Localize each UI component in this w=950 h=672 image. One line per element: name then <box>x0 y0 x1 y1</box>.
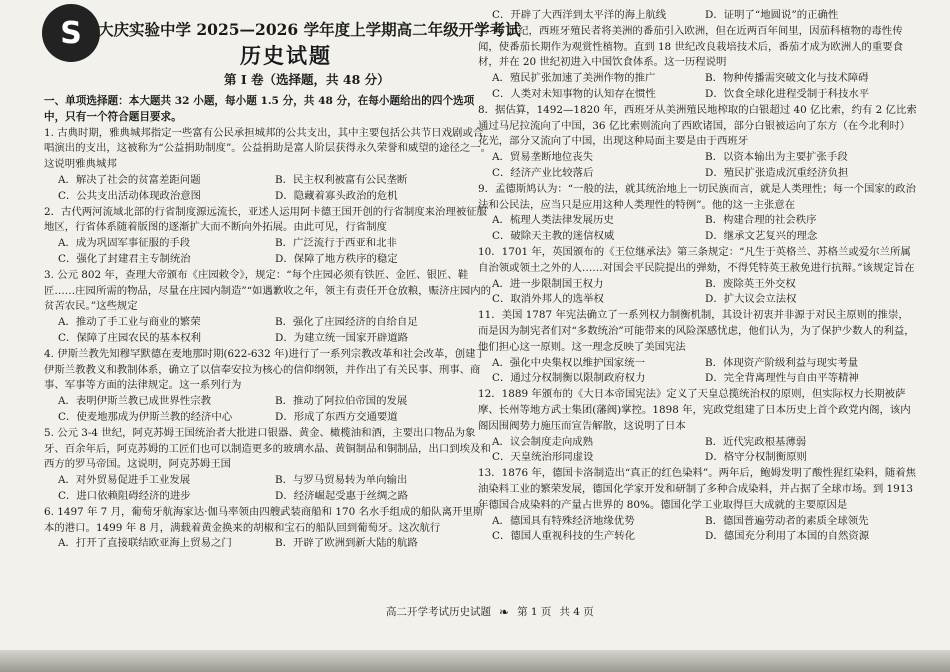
footer-page: 第 1 页 <box>517 606 552 618</box>
answer-options <box>44 236 492 268</box>
question-stem: 2．古代两河流域北部的行省制度源远流长，亚述人运用阿卡德王国开创的行省制度来治理被征服地区，行省体系随着版图的逐渐扩大而不断向外拓展。由此可见，行省制度 <box>44 205 488 234</box>
answer-option: A．表明伊斯兰教已成世界性宗教 <box>58 395 211 408</box>
question <box>478 24 918 103</box>
answer-option: A．贸易垄断地位丧失 <box>492 151 594 164</box>
answer-option: D．格守分权制衡原则 <box>705 451 807 464</box>
answer-option: C．保障了庄园农民的基本权利 <box>58 331 202 344</box>
answer-option: A．进一步限制国王权力 <box>492 277 604 290</box>
answer-option: B．构建合理的社会秩序 <box>705 214 817 227</box>
answer-option: D．保障了地方秩序的稳定 <box>275 252 398 265</box>
answer-option: D．继承文艺复兴的理念 <box>705 230 818 243</box>
answer-option: B．推动了阿拉伯帝国的发展 <box>275 395 408 408</box>
answer-option: A．殖民扩张加速了美洲作物的推广 <box>492 72 656 85</box>
answer-option: C．天皇统治形同虚设 <box>492 451 594 464</box>
answer-option: D．扩大议会立法权 <box>705 293 797 306</box>
answer-option: A．强化中央集权以维护国家统一 <box>492 356 645 369</box>
footer-ornament-icon: ❧ <box>499 604 510 619</box>
school-logo: S <box>42 4 100 62</box>
footer-total: 共 4 页 <box>559 606 594 618</box>
section-instructions: 一、单项选择题：本大题共 32 小题，每小题 1.5 分，共 48 分，在每小题给出的四个选项中，只有一个符合题目要求。 <box>44 95 475 123</box>
answer-option: C．进口依赖阻碍经济的进步 <box>58 489 191 502</box>
answer-option: B．德国普遍劳动者的素质全球领先 <box>705 514 869 527</box>
answer-options <box>44 473 492 505</box>
answer-option: C．经济产业比较落后 <box>492 166 594 179</box>
answer-option: C．开辟了大西洋到太平洋的海上航线 <box>492 9 667 21</box>
answer-option: D．饮食全球化进程受制于科技水平 <box>705 87 870 100</box>
answer-option: B．近代宪政根基薄弱 <box>705 435 807 448</box>
question-stem: 3. 公元 802 年，查理大帝颁布《庄园敕令》，规定：“每个庄园必须有铁匠、金匠、银匠、鞋匠……庄园所需的物品，尽量在庄园内制造”“如遇歉收之年，领主有责任开仓放粮，赈济庄园内的贫苦农民。”这些规定 <box>44 268 492 313</box>
answer-options <box>44 173 492 205</box>
question <box>44 205 492 268</box>
answer-options <box>44 315 492 347</box>
answer-options <box>478 213 918 245</box>
answer-option: D．完全背离理性与自由平等精神 <box>705 372 859 385</box>
answer-option: C．强化了封建君主专制统治 <box>58 252 191 265</box>
question-stem: 13．1876 年，德国卡洛制造出“真正的红色染料”。两年后，鲍姆发明了酸性猩红染料，随着焦油染料工业的繁荣发展，德国化学家开发和研制了多种合成染料，并占据了全球市场。到 1913 年德国合成染料的产量占世界的 80%。德国化学工业取得巨大成就的主要原因是 <box>478 467 917 511</box>
answer-option: C．使麦地那成为伊斯兰教的经济中心 <box>58 410 233 423</box>
answer-option: D．经济崛起受惠于丝绸之路 <box>275 489 409 502</box>
answer-option: B．物种传播需突破文化与技术障碍 <box>705 72 869 85</box>
question <box>478 466 918 545</box>
question <box>478 182 918 245</box>
answer-options <box>478 71 918 103</box>
question-stem: 11．美国 1787 年宪法确立了一系列权力制衡机制，其设计初衷并非源于对民主原则的推崇，而是因为制宪者们对“多数统治”可能带来的风险深感忧虑，他们认为，为了保护少数人的利益，他们担心这一原则。这一理念反映了美国宪法 <box>478 309 915 353</box>
answer-option: C．通过分权制衡以限制政府权力 <box>492 372 646 385</box>
answer-option: A．推动了手工业与商业的繁荣 <box>58 316 201 329</box>
answer-options <box>44 536 492 552</box>
answer-option: D．殖民扩张造成沉重经济负担 <box>705 166 849 179</box>
question <box>44 347 492 426</box>
question <box>478 308 918 387</box>
answer-options <box>478 150 918 182</box>
question-stem: 1. 古典时期，雅典城邦指定一些富有公民承担城邦的公共支出，其中主要包括公共节日戏剧或合唱演出的支出，这被称为“公益捐助制度”。公益捐助是富人阶层获得永久荣誉和威望的途径之一。这说明雅典城邦 <box>44 126 492 171</box>
answer-options <box>478 514 918 546</box>
answer-options <box>44 394 492 426</box>
answer-option: D．为建立统一国家开辟道路 <box>275 331 409 344</box>
left-column <box>44 0 521 552</box>
answer-options <box>478 8 918 24</box>
answer-option: A．梳理人类法律发展历史 <box>492 214 614 227</box>
question <box>478 8 918 24</box>
left-question-list <box>44 126 492 553</box>
right-question-list <box>478 8 918 545</box>
answer-options <box>478 277 918 309</box>
answer-option: B．广泛流行于西亚和北非 <box>275 237 397 250</box>
volume-heading: 第 Ⅰ 卷（选择题，共 48 分） <box>224 72 390 87</box>
answer-options <box>478 356 918 388</box>
question <box>478 103 918 182</box>
subject-title: 历史试题 <box>240 43 332 68</box>
exam-title: 大庆实验中学 2025—2026 学年度上学期高二年级开学考试 <box>98 20 521 39</box>
question-stem: 9．孟德斯鸠认为：“一般的法，就其统治地上一切民族而言，就是人类理性；每一个国家的政治法和公民法，应当只是应用这种人类理性的特例”。他的这一主张意在 <box>478 182 916 211</box>
answer-option: A．对外贸易促进手工业发展 <box>58 474 191 487</box>
answer-option: B．与罗马贸易转为单向输出 <box>275 474 408 487</box>
answer-option: C．破除天主教的迷信权威 <box>492 230 615 243</box>
question <box>478 245 918 308</box>
question <box>44 505 492 552</box>
answer-option: B．开辟了欧洲到新大陆的航路 <box>275 537 418 550</box>
answer-options <box>478 435 918 467</box>
question <box>44 126 492 205</box>
answer-option: C．人类对未知事物的认知存在惯性 <box>492 87 656 100</box>
answer-option: A．成为巩固军事征服的手段 <box>58 237 191 250</box>
page-fold-shadow <box>0 650 950 672</box>
answer-option: A．议会制度走向成熟 <box>492 435 594 448</box>
question-stem: 10．1701 年，英国颁布的《王位继承法》第三条规定：“凡生于英格兰、苏格兰或爱尔兰所属自治领或领土之外的人……对国会平民院提出的弹劾，不得凭特英王赦免进行抗辩。”该规定旨在 <box>478 245 915 274</box>
question-stem: 5. 公元 3-4 世纪，阿克苏姆王国统治者大批进口银器、黄金、橄榄油和酒，主要出口物品为象牙、百余年后，阿克苏姆的工匠们也可以制造更多的玻璃水晶、黄铜制品和铜制品，出口到埃及和西方的罗马帝国。这说明，阿克苏姆王国 <box>44 426 491 471</box>
question <box>44 426 492 505</box>
question-stem: 4. 伊斯兰教先知穆罕默德在麦地那时期(622-632 年)进行了一系列宗教改革和社会改革，创建了伊斯兰教教义和教制体系，确立了以信奉安拉为核心的信仰纲领，并作出了有关民事、刑事、商事、军事等方面的法律规定。这一系列行为 <box>44 347 486 392</box>
page-footer <box>386 604 594 619</box>
exam-header <box>44 0 521 92</box>
answer-option: B．体现资产阶级利益与现实考量 <box>705 356 859 369</box>
question-stem: 8．据估算，1492—1820 年，西班牙从美洲殖民地榨取的白银超过 40 亿比索，约有 2 亿比索通过马尼拉流向了中国，36 亿比索则流向了西欧诸国，部分白银被运向了东方（在今北利时）花光，部分又流向了中国，出现这种局面主要是由于西班牙 <box>478 103 917 148</box>
question <box>478 387 918 466</box>
answer-option: C．取消外邦人的选举权 <box>492 293 604 306</box>
footer-label: 高二开学考试历史试题 <box>386 606 491 618</box>
answer-option: B．民主权利被富有公民垄断 <box>275 173 408 186</box>
answer-option: D．形成了东西方交通要道 <box>275 410 398 423</box>
answer-option: A．德国具有特殊经济地缘优势 <box>492 514 635 527</box>
question-stem: 7. 16 世纪，西班牙殖民者将美洲的番茄引入欧洲，但在近两百年间里，因茄科植物的毒性传闻，使番茄长期作为观赏性植物。直到 18 世纪改良栽培技术后，番茄才成为欧洲人的重要食材，并在 20 世纪初进入中国饮食体系。这一历程说明 <box>478 24 904 69</box>
answer-option: D．证明了“地圆说”的正确性 <box>705 9 839 21</box>
question <box>44 268 492 347</box>
answer-option: C．公共支出活动体现政治意图 <box>58 189 202 202</box>
answer-option: C．德国人重视科技的生产转化 <box>492 530 636 543</box>
answer-option: A．解决了社会的贫富差距问题 <box>58 173 201 186</box>
answer-option: B．以资本输出为主要扩张手段 <box>705 151 848 164</box>
right-column <box>478 0 918 545</box>
answer-option: B．废除英王外交权 <box>705 277 796 290</box>
answer-option: A．打开了直接联结欧亚海上贸易之门 <box>58 537 232 550</box>
answer-option: D．隐藏着寡头政治的危机 <box>275 189 398 202</box>
question-stem: 12．1889 年颁布的《大日本帝国宪法》定义了天皇总揽统治权的原则，但实际权力长期被萨摩、长州等地方武士集团(藩阀)掌控。1898 年，宪政党组建了日本历史上首个政党内阁，该内阁因围阀势力施压而宣告解散，这说明了日本 <box>478 388 911 432</box>
question-stem: 6. 1497 年 7 月，葡萄牙航海家达·伽马率领由四艘武装商船和 170 名水手组成的船队离开里斯本的港口。1499 年 8 月，满载着黄金换来的胡椒和宝石的船队回到葡萄牙。这次航行 <box>44 505 484 534</box>
answer-option: D．德国充分利用了本国的自然资源 <box>705 530 870 543</box>
answer-option: B．强化了庄园经济的自给自足 <box>275 316 418 329</box>
